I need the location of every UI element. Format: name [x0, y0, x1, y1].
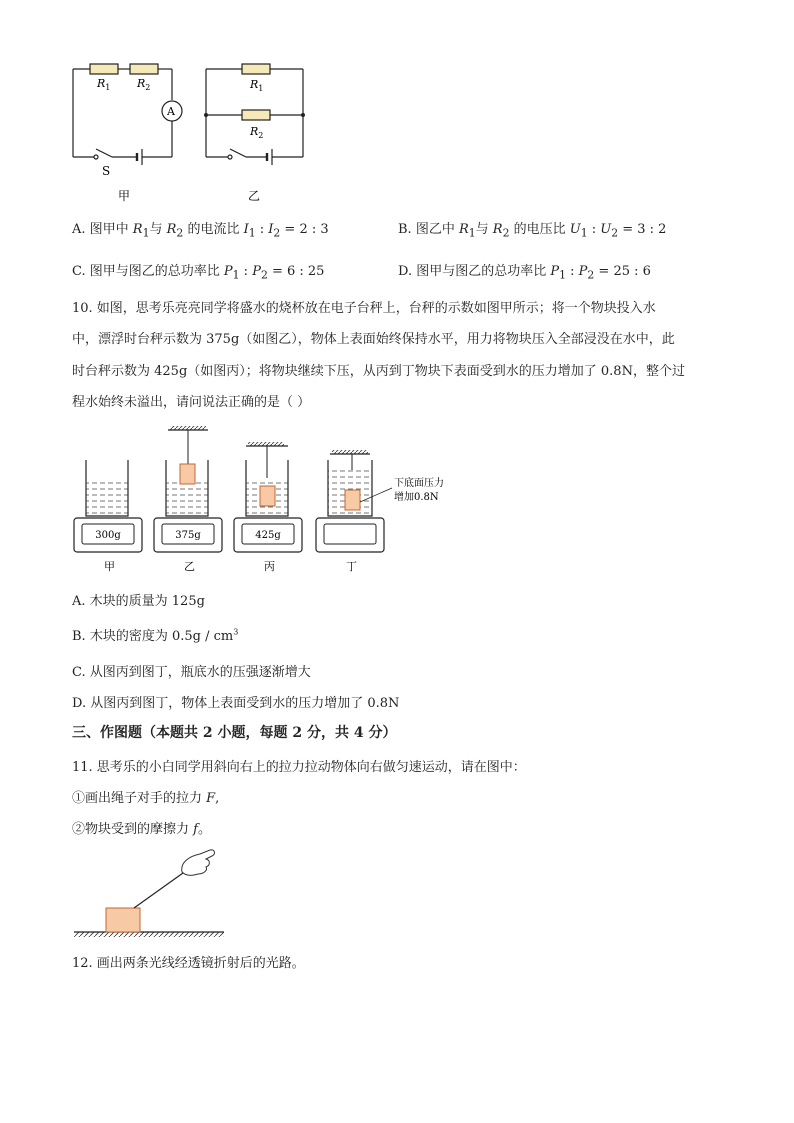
q10-option-d[interactable]: D. 从图丙到图丁，物体上表面受到水的压力增加了 0.8N — [72, 696, 400, 711]
q10-option-c[interactable]: C. 从图丙到图丁，瓶底水的压强逐渐增大 — [72, 665, 311, 680]
block-yi — [180, 464, 195, 484]
beaker-yi — [154, 426, 222, 573]
caption-q10-bing: 丙 — [264, 560, 275, 573]
hand-icon — [182, 850, 215, 875]
q11-figure — [70, 846, 230, 938]
switch-lever-jia — [96, 149, 112, 157]
q11-line-2: ①画出绳子对手的拉力 F, — [72, 791, 220, 806]
q9-circuit-figures — [60, 55, 330, 210]
q12-line: 12. 画出两条光线经透镜折射后的光路。 — [72, 956, 305, 971]
block-bing — [260, 486, 275, 506]
switch-label-s: S — [102, 164, 111, 178]
circuit-jia — [73, 64, 182, 165]
q9-option-a[interactable]: A. 图甲中 $R_1$与 $R_2$ 的电流比 $I_1$ : $I_2 = 2$ : 3 — [72, 222, 329, 240]
q10-beaker-figures — [68, 420, 468, 580]
scale-reading-jia: 300g — [95, 530, 121, 541]
caption-jia: 甲 — [118, 189, 131, 203]
block-ding — [345, 490, 360, 510]
q10-option-a[interactable]: A. 木块的质量为 125g — [72, 594, 205, 609]
ground-hatch — [74, 932, 224, 937]
q11-line-3: ②物块受到的摩擦力 f。 — [72, 822, 211, 837]
q10-line-2: 中，漂浮时台秤示数为 375g（如图乙），物体上表面始终保持水平，用力将物块压入全部浸没在水中，此 — [72, 332, 675, 347]
q9-option-b[interactable]: B. 图乙中 $R_1$与 $R_2$ 的电压比 $U_1$ : $U_2 = 3$ : 2 — [398, 222, 667, 240]
ammeter-label: A — [167, 105, 175, 118]
q11-line-1: 11. 思考乐的小白同学用斜向右上的拉力拉动物体向右做匀速运动，请在图中： — [72, 760, 526, 775]
resistor-r2-yi — [242, 110, 270, 120]
rope-line — [134, 868, 190, 908]
q10-line-3: 时台秤示数为 425g（如图丙）；将物块继续下压，从丙到丁物块下表面受到水的压力增加了 0.8N，整个过 — [72, 364, 685, 379]
label-r2-yi: $R_2$ — [250, 125, 264, 140]
block-q11 — [106, 908, 140, 932]
label-r1-yi: $R_1$ — [250, 78, 264, 93]
caption-q10-jia: 甲 — [104, 560, 115, 573]
beaker-jia — [74, 460, 142, 573]
q10-option-b[interactable]: B. 木块的密度为 $0.5g / cm^3$ — [72, 627, 239, 644]
resistor-r1-jia — [90, 64, 118, 74]
annotation-line-1: 下底面压力 — [394, 478, 444, 489]
resistor-r2-jia — [130, 64, 158, 74]
q10-line-4: 程水始终未溢出，请问说法正确的是（ ） — [72, 395, 311, 410]
scale-reading-yi: 375g — [175, 530, 201, 541]
switch-lever-yi — [230, 149, 246, 157]
beaker-bing — [234, 442, 302, 573]
junction-right — [301, 113, 305, 117]
caption-q10-ding: 丁 — [346, 560, 357, 573]
beaker-ding — [316, 450, 444, 573]
scale-reading-bing: 425g — [255, 530, 281, 541]
section-3-title: 三、作图题（本题共 2 小题，每题 2 分，共 4 分） — [72, 725, 397, 741]
caption-yi: 乙 — [248, 189, 261, 203]
caption-q10-yi: 乙 — [184, 560, 195, 573]
junction-left — [204, 113, 208, 117]
label-r2-jia: $R_2$ — [137, 77, 151, 92]
q9-option-d[interactable]: D. 图甲与图乙的总功率比 $P_1$ : $P_2 = 25$ : 6 — [398, 264, 651, 282]
q10-line-1: 10. 如图，思考乐亮亮同学将盛水的烧杯放在电子台秤上，台秤的示数如图甲所示；将一个物块投入水 — [72, 301, 656, 316]
label-r1-jia: $R_1$ — [97, 77, 111, 92]
annotation-line-2: 增加0.8N — [394, 492, 439, 503]
q9-option-c[interactable]: C. 图甲与图乙的总功率比 $P_1$ : $P_2 = 6$ : 25 — [72, 264, 325, 282]
resistor-r1-yi — [242, 64, 270, 74]
